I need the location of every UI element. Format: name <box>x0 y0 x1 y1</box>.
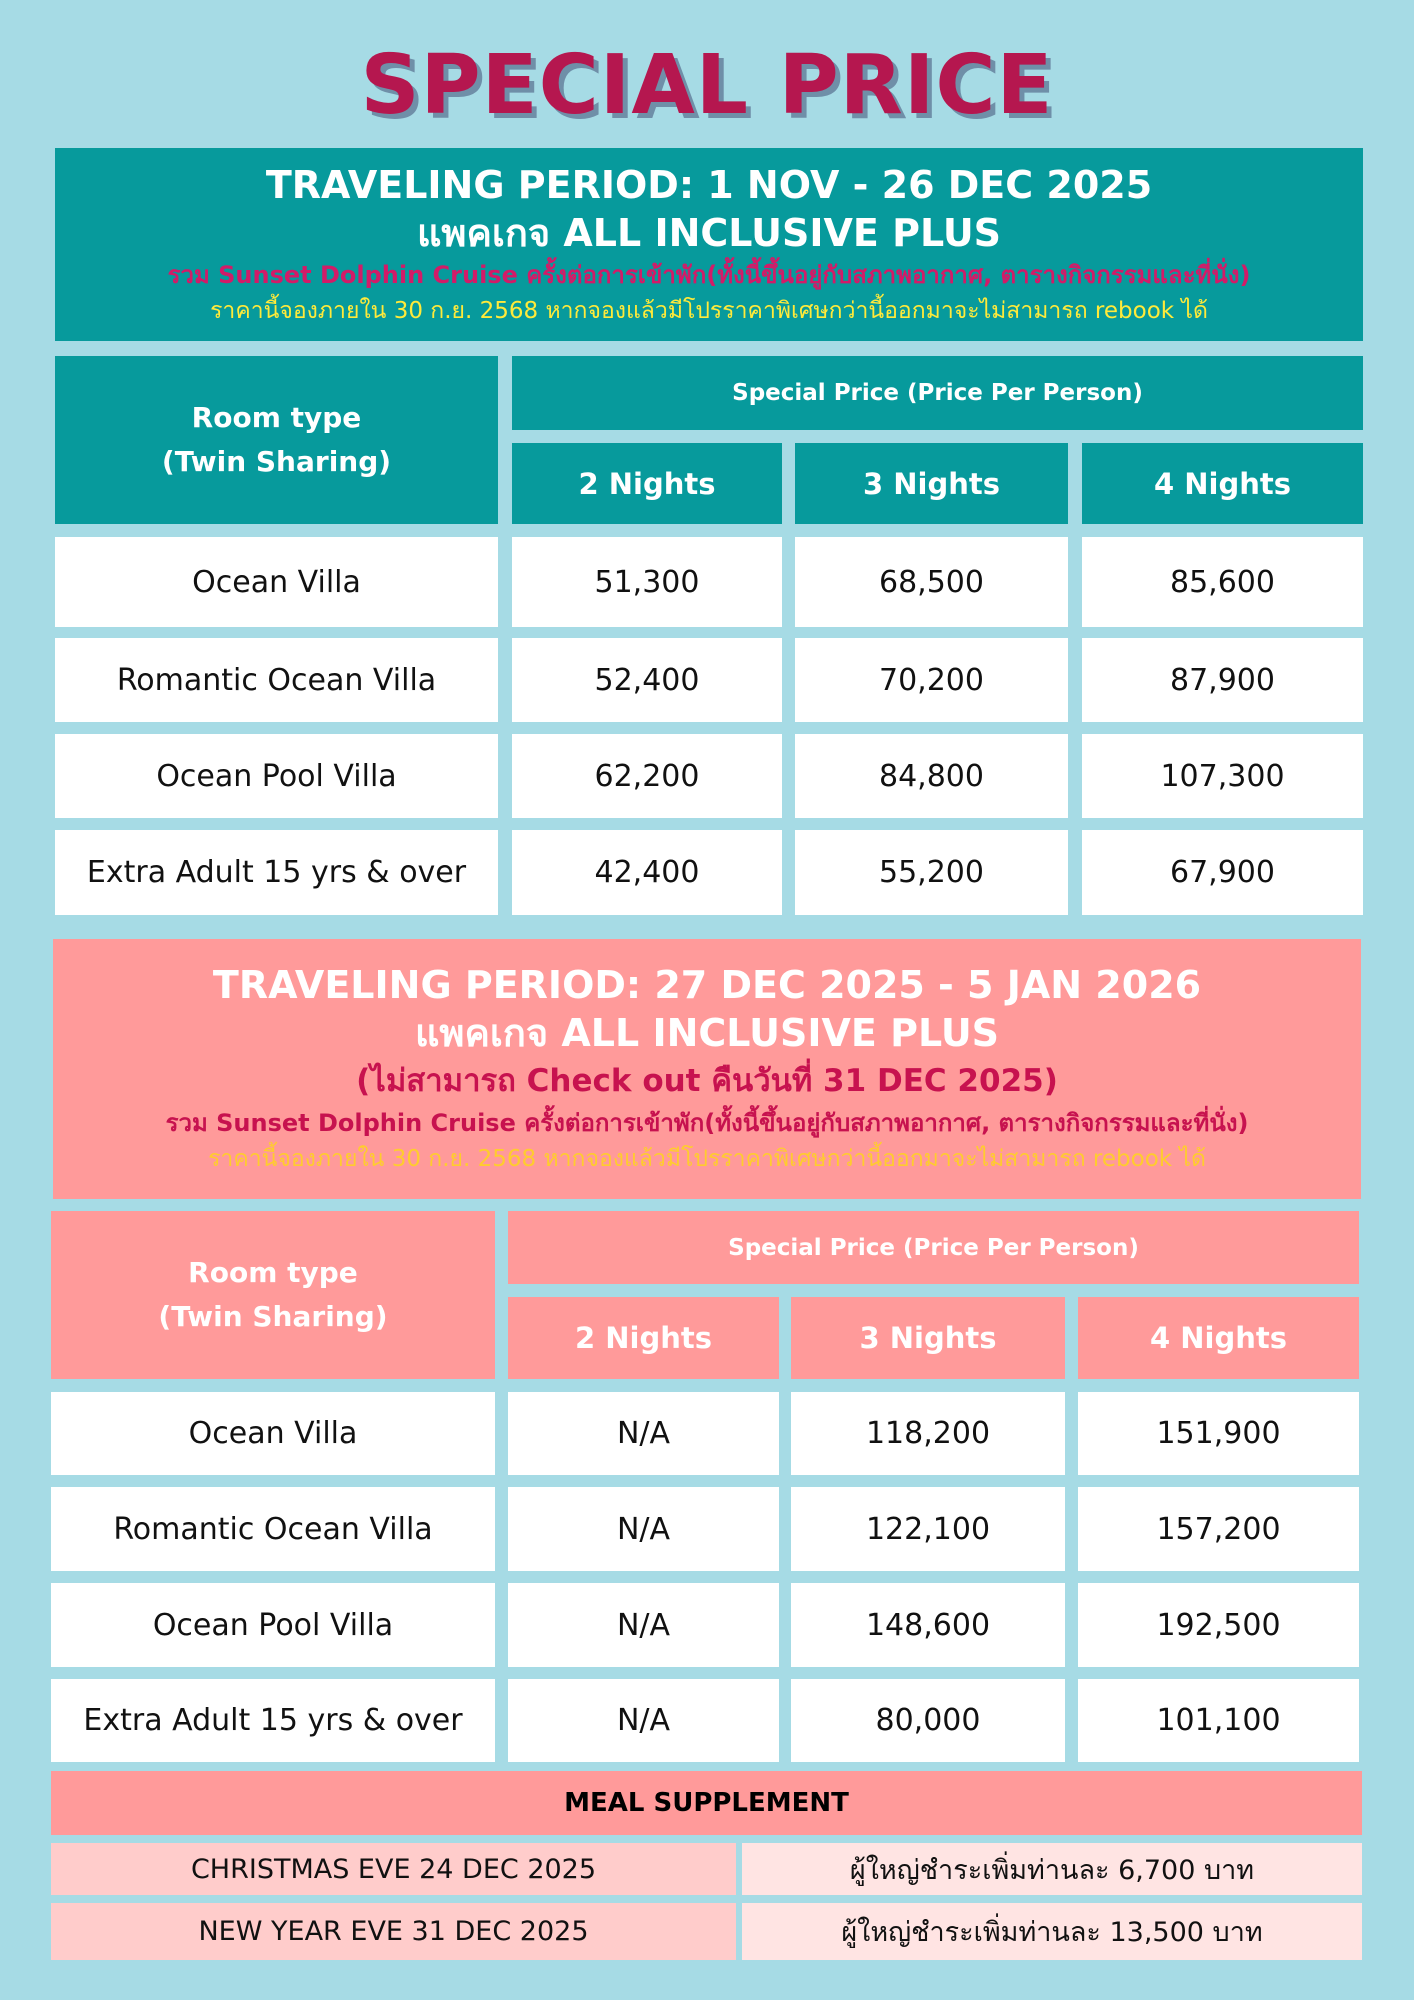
cruise-note: รวม Sunset Dolphin Cruise ครั้งต่อการเข้าพัก(ทั้งนี้ขึ้นอยู่กับสภาพอากาศ, ตารางกิจกรรมและที่นั่ง) <box>165 1109 1249 1137</box>
price-cell: N/A <box>508 1392 779 1475</box>
nights-header-2: 2 Nights <box>512 443 782 524</box>
meal-supplement-header: MEAL SUPPLEMENT <box>51 1771 1362 1835</box>
price-cell: 68,500 <box>795 537 1068 627</box>
booking-condition: ราคานี้จองภายใน 30 ก.ย. 2568 หากจองแล้วมีโปรราคาพิเศษกว่านี้ออกมาจะไม่สามารถ rebook ได้ <box>210 297 1208 324</box>
period-heading: TRAVELING PERIOD: 1 NOV - 26 DEC 2025 <box>265 162 1153 207</box>
price-cell: 87,900 <box>1082 638 1363 722</box>
package-heading: แพคเกจ ALL INCLUSIVE PLUS <box>414 1011 1000 1055</box>
special-price-header: Special Price (Price Per Person) <box>508 1211 1359 1284</box>
nights-header-2: 2 Nights <box>508 1297 779 1379</box>
price-cell: 80,000 <box>791 1679 1065 1762</box>
room-type-header <box>51 1211 495 1379</box>
twin-sharing-label: (Twin Sharing) <box>158 1300 388 1333</box>
room-name: Ocean Villa <box>51 1392 495 1475</box>
price-cell: 118,200 <box>791 1392 1065 1475</box>
price-cell: 62,200 <box>512 734 782 818</box>
price-cell: 192,500 <box>1078 1583 1359 1667</box>
price-cell: 148,600 <box>791 1583 1065 1667</box>
page-title: SPECIAL PRICE <box>360 38 1054 133</box>
price-cell: 52,400 <box>512 638 782 722</box>
room-name: Romantic Ocean Villa <box>51 1487 495 1571</box>
booking-condition: ราคานี้จองภายใน 30 ก.ย. 2568 หากจองแล้วมีโปรราคาพิเศษกว่านี้ออกมาจะไม่สามารถ rebook ได้ <box>208 1146 1206 1172</box>
room-type-label: Room type <box>188 1256 358 1289</box>
price-cell: 122,100 <box>791 1487 1065 1571</box>
price-cell: 151,900 <box>1078 1392 1359 1475</box>
price-cell: 107,300 <box>1082 734 1363 818</box>
room-type-label: Room type <box>191 401 362 434</box>
meal-charge: ผู้ใหญ่ชำระเพิ่มท่านละ 6,700 บาท <box>742 1843 1362 1895</box>
price-cell: N/A <box>508 1487 779 1571</box>
package-heading: แพคเกจ ALL INCLUSIVE PLUS <box>416 210 1002 255</box>
price-cell: 85,600 <box>1082 537 1363 627</box>
meal-charge: ผู้ใหญ่ชำระเพิ่มท่านละ 13,500 บาท <box>742 1903 1362 1960</box>
meal-event: NEW YEAR EVE 31 DEC 2025 <box>51 1903 736 1960</box>
price-cell: 101,100 <box>1078 1679 1359 1762</box>
price-cell: 67,900 <box>1082 830 1363 915</box>
price-cell: 157,200 <box>1078 1487 1359 1571</box>
room-type-header <box>55 356 498 524</box>
period-banner-2 <box>53 939 1361 1199</box>
room-name: Extra Adult 15 yrs & over <box>51 1679 495 1762</box>
price-cell: N/A <box>508 1679 779 1762</box>
checkout-note: (ไม่สามารถ Check out คืนวันที่ 31 DEC 2025) <box>356 1063 1058 1099</box>
cruise-note: รวม Sunset Dolphin Cruise ครั้งต่อการเข้าพัก(ทั้งนี้ขึ้นอยู่กับสภาพอากาศ, ตารางกิจกรรมและที่นั่ง) <box>167 260 1251 289</box>
room-name: Romantic Ocean Villa <box>55 638 498 722</box>
price-cell: 84,800 <box>795 734 1068 818</box>
nights-header-3: 3 Nights <box>795 443 1068 524</box>
meal-event: CHRISTMAS EVE 24 DEC 2025 <box>51 1843 736 1895</box>
price-cell: 55,200 <box>795 830 1068 915</box>
price-cell: 70,200 <box>795 638 1068 722</box>
period-banner-1 <box>55 148 1363 341</box>
twin-sharing-label: (Twin Sharing) <box>161 445 392 478</box>
period-heading: TRAVELING PERIOD: 27 DEC 2025 - 5 JAN 2026 <box>212 963 1202 1007</box>
nights-header-3: 3 Nights <box>791 1297 1065 1379</box>
special-price-header: Special Price (Price Per Person) <box>512 356 1363 430</box>
price-cell: 42,400 <box>512 830 782 915</box>
price-cell: 51,300 <box>512 537 782 627</box>
room-name: Extra Adult 15 yrs & over <box>55 830 498 915</box>
room-name: Ocean Pool Villa <box>51 1583 495 1667</box>
nights-header-4: 4 Nights <box>1078 1297 1359 1379</box>
room-name: Ocean Pool Villa <box>55 734 498 818</box>
nights-header-4: 4 Nights <box>1082 443 1363 524</box>
price-cell: N/A <box>508 1583 779 1667</box>
room-name: Ocean Villa <box>55 537 498 627</box>
